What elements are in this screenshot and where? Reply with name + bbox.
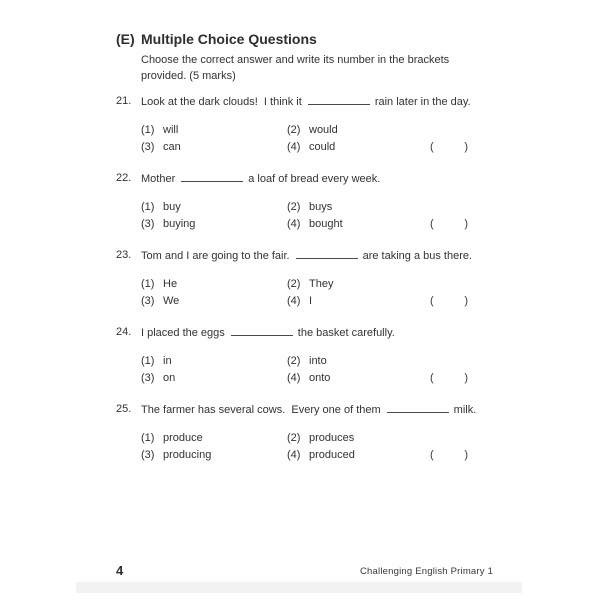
bracket-close: ) — [464, 141, 468, 153]
option-label: bought — [309, 218, 343, 230]
option-label: into — [309, 355, 327, 367]
option-label: buys — [309, 201, 333, 213]
question-25 — [116, 402, 524, 463]
option-number: (3) — [141, 372, 155, 384]
option-1 — [141, 277, 287, 292]
bracket-close: ) — [464, 372, 468, 384]
question-21 — [116, 94, 524, 155]
stem-before-blank: I placed the eggs — [141, 327, 225, 339]
stem-after-blank: rain later in the day. — [374, 96, 471, 108]
option-number: (2) — [287, 124, 301, 136]
page-content — [116, 32, 524, 479]
option-grid — [141, 200, 524, 232]
option-4 — [287, 294, 524, 309]
answer-brackets — [430, 448, 468, 463]
option-label: He — [163, 278, 178, 290]
question-text — [141, 248, 472, 264]
option-number: (1) — [141, 355, 155, 367]
stem-after-blank: a loaf of bread every week. — [248, 173, 381, 185]
option-number: (4) — [287, 372, 301, 384]
question-24 — [116, 325, 524, 386]
instructions-line-1: Choose the correct answer and write its number in the brackets — [141, 54, 450, 66]
bracket-close: ) — [464, 218, 468, 230]
answer-blank — [231, 325, 293, 336]
section-header — [116, 32, 524, 47]
option-1 — [141, 123, 287, 138]
section-title: Multiple Choice Questions — [141, 31, 317, 47]
answer-brackets — [430, 217, 468, 232]
stem-after-blank: are taking a bus there. — [362, 250, 473, 262]
option-grid — [141, 123, 524, 155]
answer-brackets — [430, 140, 468, 155]
option-4 — [287, 217, 524, 232]
option-number: (2) — [287, 432, 301, 444]
option-grid — [141, 431, 524, 463]
option-label: produces — [309, 432, 355, 444]
stem-before-blank: Tom and I are going to the fair. — [141, 250, 290, 262]
option-number: (2) — [287, 201, 301, 213]
page-bottom-edge-shadow — [76, 582, 522, 593]
footer-page-number: 4 — [116, 563, 124, 578]
option-4 — [287, 448, 524, 463]
question-number: 23. — [116, 249, 132, 261]
option-number: (3) — [141, 218, 155, 230]
option-label: produce — [163, 432, 203, 444]
option-number: (2) — [287, 355, 301, 367]
answer-blank — [296, 248, 358, 259]
option-number: (4) — [287, 141, 301, 153]
option-label: onto — [309, 372, 331, 384]
option-number: (3) — [141, 141, 155, 153]
option-1 — [141, 200, 287, 215]
option-2 — [287, 123, 524, 138]
bracket-open: ( — [430, 372, 434, 384]
question-list — [116, 94, 524, 463]
question-23 — [116, 248, 524, 309]
question-number: 24. — [116, 326, 132, 338]
bracket-close: ) — [464, 295, 468, 307]
instructions-line-2: provided. (5 marks) — [141, 70, 236, 82]
question-stem — [116, 171, 524, 187]
question-text — [141, 402, 476, 418]
footer-book-title: Challenging English Primary 1 — [360, 566, 494, 577]
bracket-open: ( — [430, 295, 434, 307]
option-label: in — [163, 355, 172, 367]
question-22 — [116, 171, 524, 232]
option-4 — [287, 140, 524, 155]
answer-blank — [181, 171, 243, 182]
bracket-open: ( — [430, 218, 434, 230]
option-label: buy — [163, 201, 181, 213]
option-4 — [287, 371, 524, 386]
option-1 — [141, 354, 287, 369]
option-number: (1) — [141, 432, 155, 444]
question-number: 21. — [116, 95, 132, 107]
question-text — [141, 171, 380, 187]
answer-brackets — [430, 371, 468, 386]
option-1 — [141, 431, 287, 446]
stem-before-blank: Look at the dark clouds! I think it — [141, 96, 302, 108]
question-number: 25. — [116, 403, 132, 415]
option-number: (4) — [287, 218, 301, 230]
option-2 — [287, 431, 524, 446]
option-3 — [141, 371, 287, 386]
question-text — [141, 94, 471, 110]
stem-before-blank: Mother — [141, 173, 176, 185]
option-3 — [141, 140, 287, 155]
stem-after-blank: milk. — [453, 404, 477, 416]
question-text — [141, 325, 395, 341]
option-label: They — [309, 278, 334, 290]
option-label: buying — [163, 218, 196, 230]
question-stem — [116, 248, 524, 264]
option-label: producing — [163, 449, 212, 461]
option-label: could — [309, 141, 336, 153]
option-label: can — [163, 141, 181, 153]
answer-blank — [387, 402, 449, 413]
section-label: (E) — [116, 31, 135, 47]
option-2 — [287, 277, 524, 292]
stem-before-blank: The farmer has several cows. Every one of them — [141, 404, 381, 416]
option-number: (1) — [141, 201, 155, 213]
option-number: (4) — [287, 449, 301, 461]
option-label: produced — [309, 449, 355, 461]
bracket-open: ( — [430, 449, 434, 461]
stem-after-blank: the basket carefully. — [297, 327, 395, 339]
option-2 — [287, 354, 524, 369]
question-stem — [116, 325, 524, 341]
option-3 — [141, 448, 287, 463]
answer-blank — [308, 94, 370, 105]
option-label: on — [163, 372, 176, 384]
section-instructions — [141, 52, 524, 84]
option-grid — [141, 354, 524, 386]
option-label: will — [163, 124, 179, 136]
question-stem — [116, 94, 524, 110]
option-label: I — [309, 295, 313, 307]
option-label: would — [309, 124, 338, 136]
option-number: (3) — [141, 449, 155, 461]
bracket-open: ( — [430, 141, 434, 153]
option-number: (2) — [287, 278, 301, 290]
option-label: We — [163, 295, 180, 307]
question-stem — [116, 402, 524, 418]
answer-brackets — [430, 294, 468, 309]
option-grid — [141, 277, 524, 309]
option-number: (1) — [141, 124, 155, 136]
option-2 — [287, 200, 524, 215]
option-3 — [141, 217, 287, 232]
bracket-close: ) — [464, 449, 468, 461]
option-number: (1) — [141, 278, 155, 290]
question-number: 22. — [116, 172, 132, 184]
option-number: (4) — [287, 295, 301, 307]
option-number: (3) — [141, 295, 155, 307]
option-3 — [141, 294, 287, 309]
